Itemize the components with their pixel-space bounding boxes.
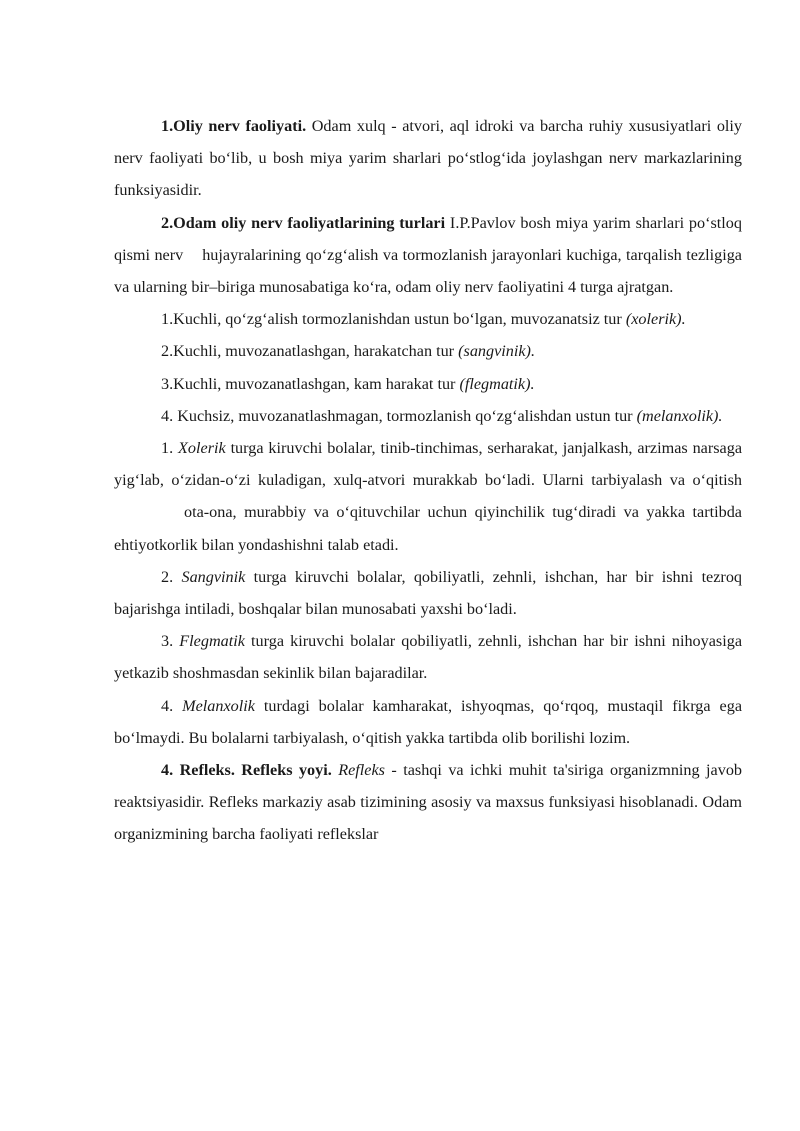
type-name: (xolerik). [625, 310, 686, 329]
type-item-3 [114, 368, 742, 400]
description-flegmatik [114, 625, 742, 689]
description-term: Sangvinik [181, 567, 246, 586]
paragraph-text: hujayralarining qo‘zg‘alish va tormozlanish jarayonlari kuchiga, tarqalish tezligiga va ularning bir–biriga munosabatiga ko‘ra, odam oliy nerv faoliyatini 4 turga ajratgan. [114, 245, 742, 297]
description-term: Flegmatik [179, 632, 245, 651]
paragraph-refleks [114, 754, 742, 851]
description-term: Xolerik [178, 439, 226, 458]
type-text: 2.Kuchli, muvozanatlashgan, harakatchan tur [161, 342, 459, 361]
type-item-2 [114, 335, 742, 367]
description-melanxolik [114, 690, 742, 754]
type-text: 3.Kuchli, muvozanatlashgan, kam harakat tur [161, 374, 460, 393]
type-text: 1.Kuchli, qo‘zg‘alish tormozlanishdan ustun bo‘lgan, muvozanatsiz tur [161, 310, 626, 329]
description-text: turga kiruvchi bolalar, tinib-tinchimas, serharakat, janjalkash, arzimas narsaga yig‘lab, o‘zidan-o‘zi kuladigan, xulq-atvori murakkab bo‘ladi. Ularni tarbiyalash va o‘qitish [114, 439, 743, 490]
description-sangvinik [114, 561, 742, 625]
paragraph-text: - tashqi va ichki muhit ta'siriga organizmning javob reaktsiyasidir. Refleks markaziy asab tizimining asosiy va maxsus funksiyasi hisoblanadi. Odam organizmining barcha faoliyati reflekslar [114, 761, 743, 844]
description-number: 1. [161, 439, 179, 458]
description-number: 3. [161, 632, 180, 651]
type-text: 4. Kuchsiz, muvozanatlashmagan, tormozlanish qo‘zg‘alishdan ustun tur [161, 406, 637, 425]
description-text: turdagi bolalar kamharakat, ishyoqmas, qo‘rqoq, mustaqil fikrga ega bo‘lmaydi. Bu bolalarni tarbiyalash, o‘qitish yakka tartibda olib borilishi lozim. [114, 696, 742, 747]
description-text: turga kiruvchi bolalar qobiliyatli, zehnli, ishchan har bir ishni nihoyasiga yetkazib shoshmasdan sekinlik bilan bajaradilar. [114, 632, 743, 683]
paragraph-text: Odam xulq - atvori, aql idroki va barcha ruhiy xususiyatlari oliy nerv faoliyati bo‘lib, u bosh miya yarim sharlari po‘stlog‘ida joylashgan nerv markazlarining funksiyasidir. [114, 117, 743, 200]
description-number: 2. [161, 567, 182, 586]
type-name: (melanxolik). [636, 406, 723, 425]
refleks-term: Refleks [338, 761, 385, 780]
type-item-1 [114, 303, 742, 335]
section-heading-2: 2.Odam oliy nerv faoliyatlarining turlari [161, 213, 446, 232]
description-term: Melanxolik [182, 696, 255, 715]
description-number: 4. [161, 696, 183, 715]
paragraph-text: I.P.Pavlov bosh miya yarim sharlari po‘stloq qismi nerv [114, 213, 742, 264]
section-heading-4: 4. Refleks. Refleks yoyi. [161, 761, 332, 780]
description-xolerik [114, 432, 742, 561]
description-text: ota-ona, murabbiy va o‘qituvchilar uchun qiyinchilik tug‘diradi va yakka tartibda ehtiyotkorlik bilan yondashishni talab etadi. [114, 503, 742, 554]
type-name: (sangvinik). [458, 342, 535, 361]
paragraph-oliy-nerv-faoliyati [114, 110, 742, 207]
description-text: turga kiruvchi bolalar, qobiliyatli, zehnli, ishchan, har bir ishni tezroq bajarishga intiladi, boshqalar bilan munosabati yaxshi bo‘ladi. [114, 567, 743, 619]
type-item-4 [114, 400, 742, 432]
section-heading-1: 1.Oliy nerv faoliyati. [161, 117, 307, 135]
type-name: (flegmatik). [459, 374, 535, 393]
document-page [114, 110, 742, 851]
paragraph-nerv-turlari [114, 207, 742, 304]
